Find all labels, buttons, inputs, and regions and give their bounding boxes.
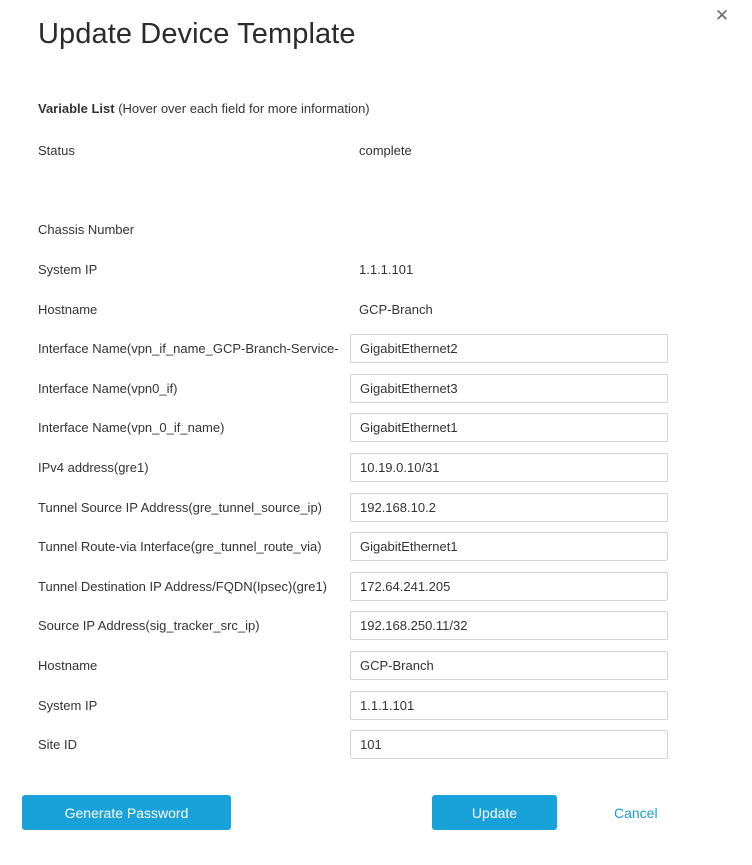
row-value: GCP-Branch	[359, 301, 433, 317]
row-label: Tunnel Source IP Address(gre_tunnel_source_ip)	[38, 499, 323, 515]
source-ip-address-input[interactable]	[350, 611, 668, 640]
form-row-interface-name-vpn0-if	[0, 369, 752, 409]
variable-list-hint: (Hover over each field for more information)	[114, 101, 370, 116]
row-value: complete	[359, 143, 412, 159]
row-label: Interface Name(vpn_if_name_GCP-Branch-Service-	[38, 341, 339, 357]
row-label: IPv4 address(gre1)	[38, 460, 149, 476]
ipv4-address-gre1-input[interactable]	[350, 453, 668, 482]
interface-name-vpn0-if-input[interactable]	[350, 374, 668, 403]
site-id-input[interactable]	[350, 730, 668, 759]
form-row-source-ip-address	[0, 606, 752, 646]
tunnel-destination-ip-input[interactable]	[350, 572, 668, 601]
generate-password-button[interactable]: Generate Password	[22, 795, 231, 830]
form-row-interface-name-service	[0, 329, 752, 369]
row-label: System IP	[38, 697, 98, 713]
variable-list-label: Variable List	[38, 101, 115, 116]
form-row-ipv4-address-gre1	[0, 448, 752, 488]
row-label: Hostname	[38, 301, 98, 317]
system-ip-input[interactable]	[350, 691, 668, 720]
row-value: 1.1.1.101	[359, 262, 414, 278]
form-row-hostname	[0, 646, 752, 686]
variable-form	[0, 131, 752, 765]
row-label: Hostname	[38, 658, 98, 674]
form-row-tunnel-source-ip	[0, 487, 752, 527]
interface-name-vpn0-if-name-input[interactable]	[350, 413, 668, 442]
form-row-site-id	[0, 725, 752, 765]
dialog-footer	[0, 795, 752, 865]
form-row-hostname-static	[0, 289, 752, 329]
form-row-system-ip	[0, 685, 752, 725]
cancel-button[interactable]: Cancel	[596, 795, 696, 830]
page-title: Update Device Template	[38, 18, 356, 50]
form-row-chassis-number	[0, 210, 752, 250]
variable-list-header	[38, 101, 370, 116]
interface-name-service-input[interactable]	[350, 334, 668, 363]
row-label: Interface Name(vpn_0_if_name)	[38, 420, 225, 436]
form-row-interface-name-vpn0-if-name	[0, 408, 752, 448]
close-icon[interactable]: ✕	[710, 4, 734, 28]
form-row-spacer	[0, 171, 752, 211]
row-label: Source IP Address(sig_tracker_src_ip)	[38, 618, 260, 634]
form-row-system-ip-static	[0, 250, 752, 290]
tunnel-route-via-input[interactable]	[350, 532, 668, 561]
update-button[interactable]: Update	[432, 795, 557, 830]
tunnel-source-ip-input[interactable]	[350, 493, 668, 522]
row-label: System IP	[38, 262, 98, 278]
form-row-tunnel-destination-ip	[0, 567, 752, 607]
hostname-input[interactable]	[350, 651, 668, 680]
row-label: Status	[38, 143, 75, 159]
row-label: Tunnel Route-via Interface(gre_tunnel_route_via)	[38, 539, 322, 555]
form-row-tunnel-route-via	[0, 527, 752, 567]
row-label: Tunnel Destination IP Address/FQDN(Ipsec)(gre1)	[38, 578, 328, 594]
row-label: Interface Name(vpn0_if)	[38, 380, 178, 396]
row-label: Site ID	[38, 737, 78, 753]
row-label: Chassis Number	[38, 222, 135, 238]
form-row-status	[0, 131, 752, 171]
